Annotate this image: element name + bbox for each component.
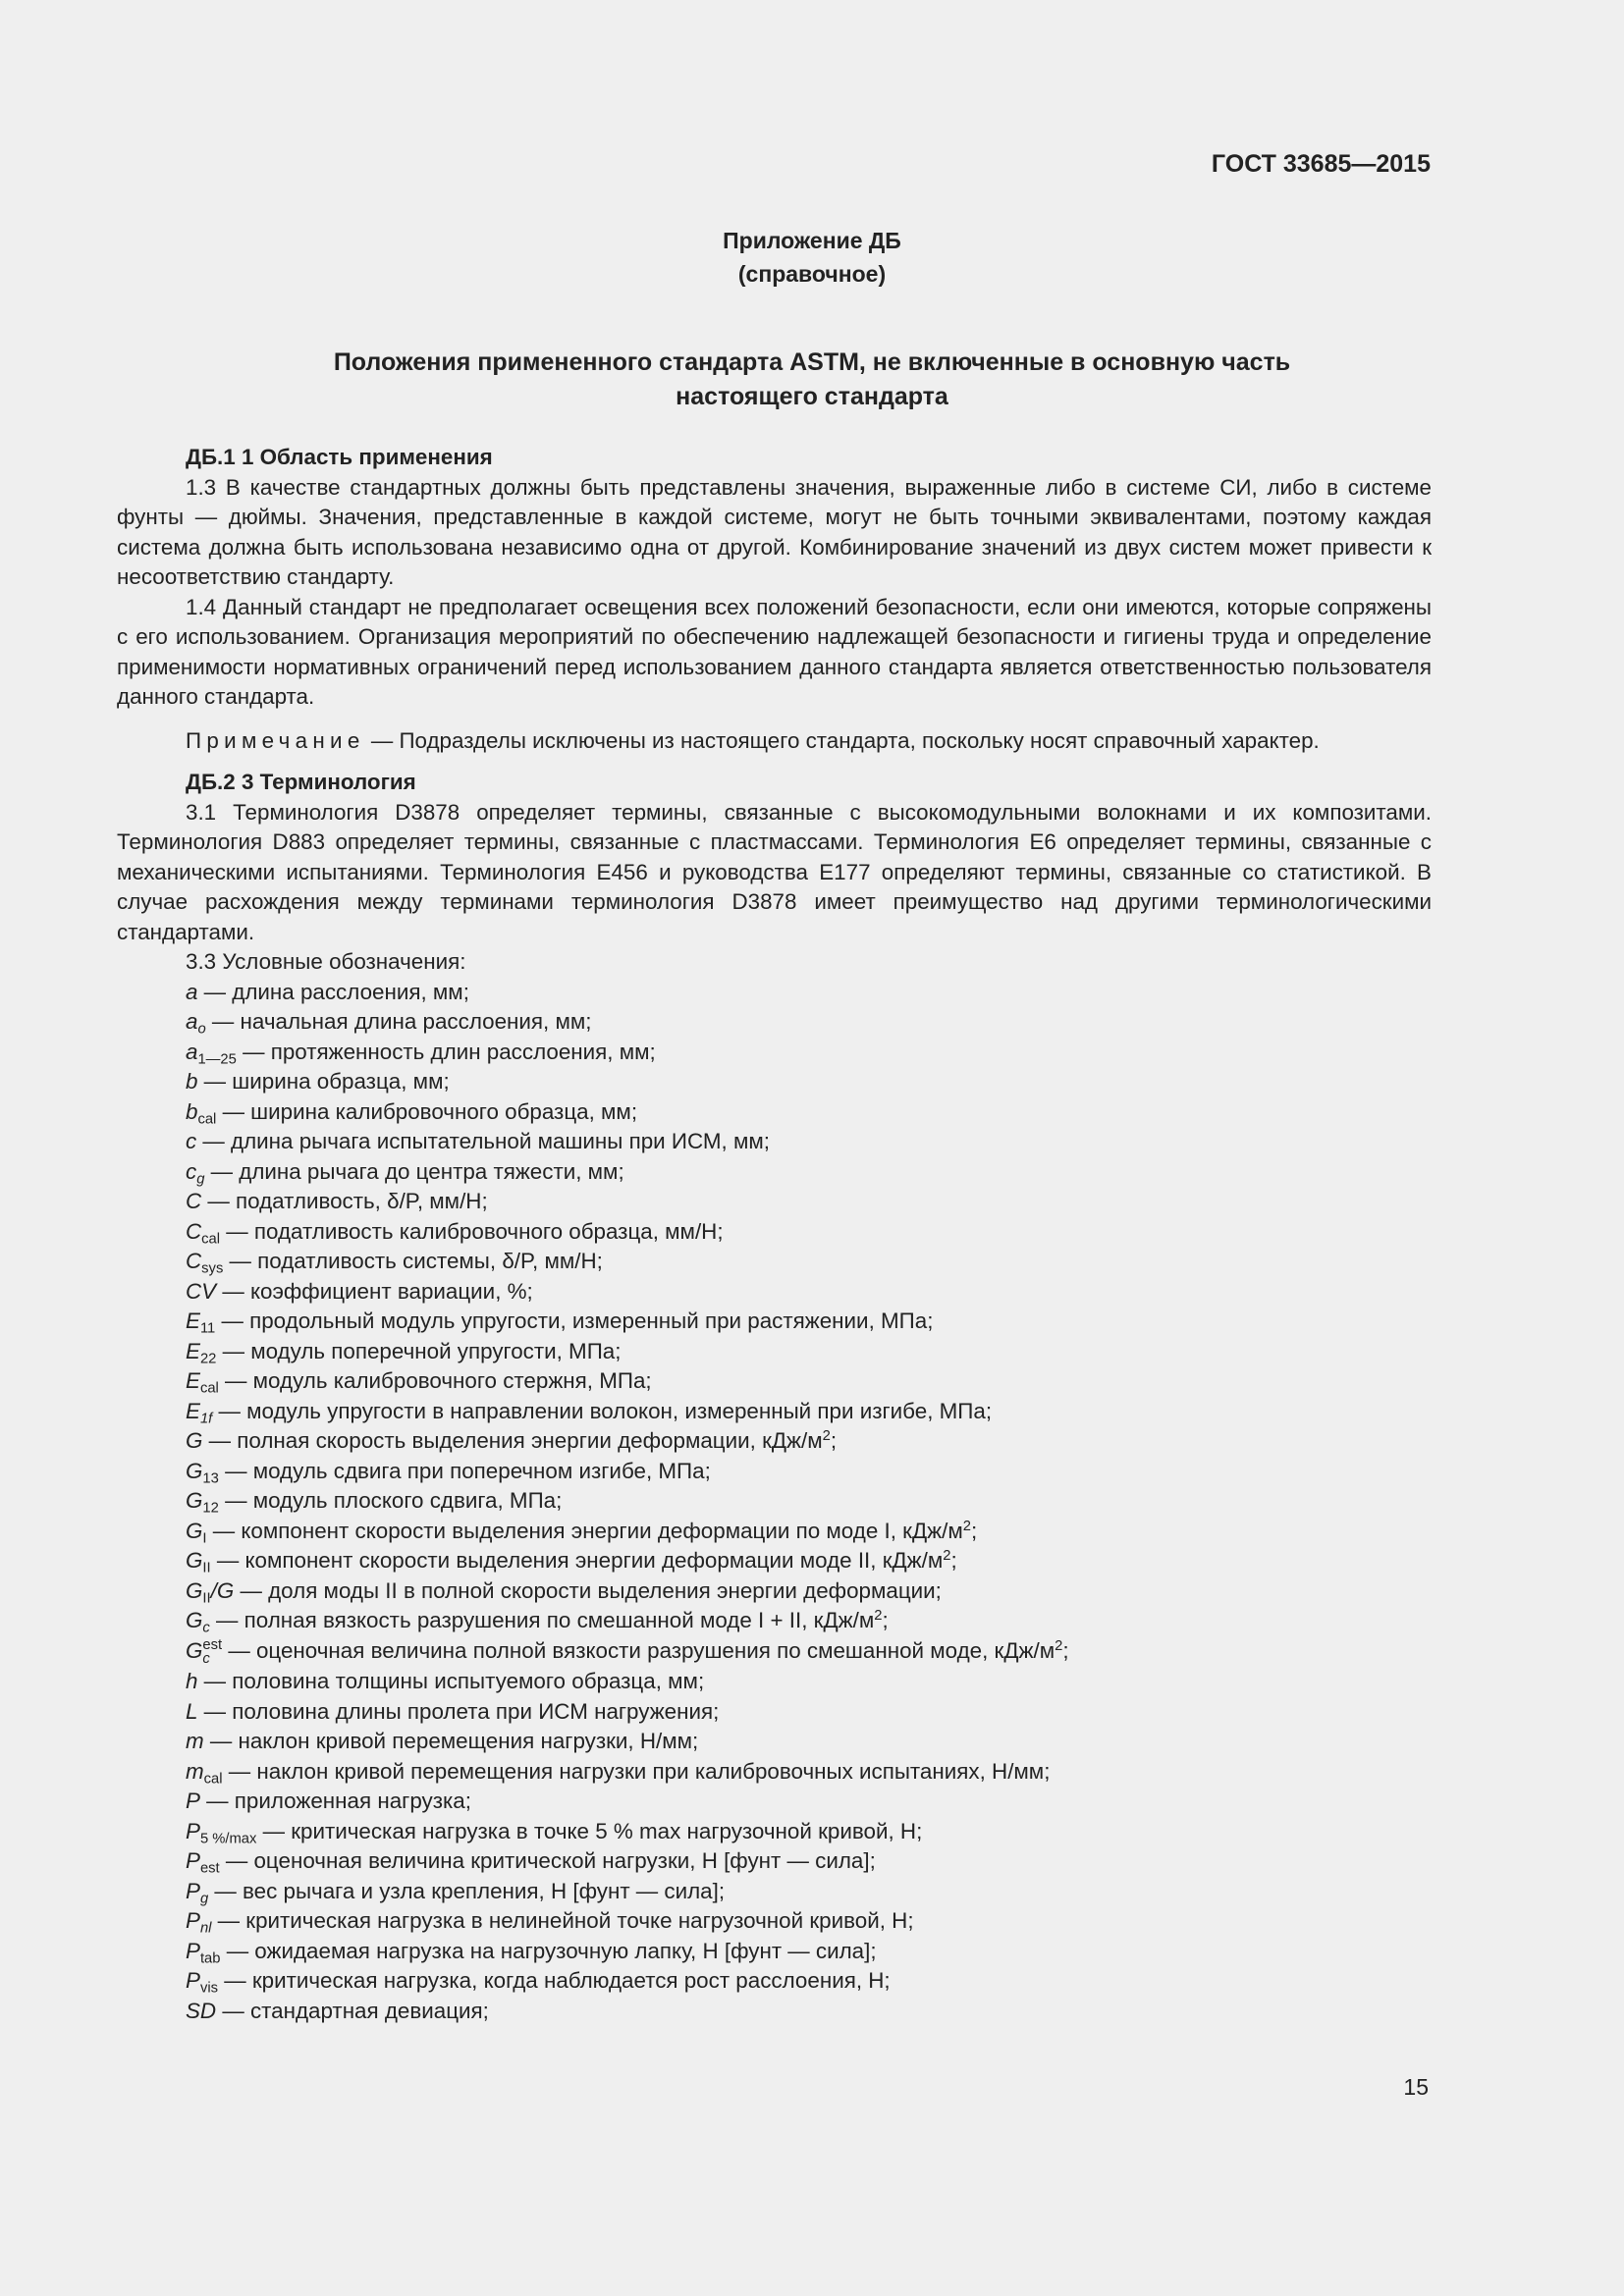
unit-superscript: 2	[1055, 1637, 1063, 1654]
symbol: a	[186, 1009, 198, 1034]
symbol: SD	[186, 1998, 217, 2023]
symbol-subscript: tab	[199, 1950, 221, 1967]
symbol-description-tail: ;	[970, 1518, 978, 1543]
symbol: h	[186, 1669, 198, 1694]
symbol: m	[186, 1729, 204, 1754]
symbol-description: — наклон кривой перемещения нагрузки при калибровочных испытаниях, Н/мм;	[222, 1758, 1051, 1784]
symbol-definition	[117, 1877, 1432, 1907]
note-label: Примечание	[186, 727, 365, 753]
symbol: E	[186, 1398, 200, 1423]
symbol-description: — критическая нагрузка в нелинейной точке нагрузочной кривой, Н;	[211, 1908, 914, 1934]
unit-superscript: 2	[874, 1607, 883, 1624]
document-body	[117, 443, 1432, 2026]
document-title-line-2: настоящего стандарта	[676, 383, 948, 410]
symbol-description: — длина рычага испытательной машины при ИСМ, мм;	[196, 1129, 771, 1153]
symbol-description: — наклон кривой перемещения нагрузки, Н/мм;	[203, 1729, 699, 1754]
paragraph-3-1: 3.1 Терминология D3878 определяет термины, связанные с высокомодульными волокнами и их композитами. Терминология D883 определяет термины, связанные с пластмассами. Терминология E6 определяет термины, связанные с механическими испытаниями. Терминология E456 и руководства E177 определяют термины, связанные со статистикой. В случае расхождения между терминами терминология D3878 имеет преимущество над другими терминологическими стандартами.	[117, 799, 1432, 944]
symbol-description-tail: ;	[882, 1608, 889, 1632]
symbol-description: — компонент скорости выделения энергии деформации моде II, кДж/м	[210, 1548, 944, 1573]
symbol-description: — длина расслоения, мм;	[197, 979, 469, 1004]
symbol-description: — модуль сдвига при поперечном изгибе, МПа;	[218, 1458, 711, 1483]
symbol-description: — податливость калибровочного образца, мм/Н;	[220, 1218, 724, 1244]
symbol: a	[186, 979, 198, 1004]
symbol-definition	[117, 1366, 1432, 1397]
symbol: G	[186, 1548, 203, 1573]
symbol-definition	[117, 1397, 1432, 1427]
symbol: P	[186, 1878, 200, 1903]
symbol: c	[186, 1129, 197, 1153]
symbol-description: — критическая нагрузка, когда наблюдается рост расслоения, Н;	[217, 1968, 891, 1994]
symbol-description: — компонент скорости выделения энергии деформации по моде I, кДж/м	[206, 1518, 963, 1543]
symbol: P	[186, 1818, 200, 1843]
symbol-definition	[117, 1517, 1432, 1547]
symbol-definition	[117, 1846, 1432, 1877]
symbol-subscript: I	[202, 1529, 207, 1546]
symbol-definition	[117, 1217, 1432, 1248]
symbol-definition	[117, 1187, 1432, 1217]
symbol-subscript: II	[202, 1589, 211, 1606]
symbol-description: — начальная длина расслоения, мм;	[205, 1009, 592, 1034]
symbol-definition	[117, 1127, 1432, 1157]
unit-superscript: 2	[962, 1518, 971, 1534]
symbol-description: — половина толщины испытуемого образца, мм;	[197, 1669, 705, 1694]
symbol-description: — податливость системы, δ/P, мм/Н;	[223, 1249, 603, 1273]
symbol: P	[186, 1848, 200, 1874]
symbol-definition	[117, 1606, 1432, 1636]
symbol: L	[186, 1698, 198, 1724]
symbol-description: — доля моды II в полной скорости выделения энергии деформации;	[234, 1577, 942, 1603]
symbol-definition	[117, 1546, 1432, 1576]
annex-title: Приложение ДБ	[723, 228, 901, 253]
symbol-description: — приложенная нагрузка;	[199, 1789, 471, 1814]
symbol-definition	[117, 1426, 1432, 1457]
symbol: P	[186, 1968, 200, 1994]
symbol-subscript: cal	[199, 1380, 219, 1397]
symbol-definition	[117, 1576, 1432, 1607]
symbol-definition	[117, 978, 1432, 1008]
symbol-subscript: g	[196, 1170, 205, 1187]
document-title	[0, 346, 1624, 414]
symbol-definition	[117, 1007, 1432, 1038]
symbol-subscript: est	[199, 1860, 220, 1877]
symbol-description: — ширина образца, мм;	[197, 1069, 450, 1094]
symbol-definition	[117, 1157, 1432, 1188]
symbol: E	[186, 1308, 200, 1333]
symbol: G	[186, 1428, 203, 1453]
symbol: E	[186, 1368, 200, 1393]
symbol-definition	[117, 1457, 1432, 1487]
symbol-definition	[117, 1636, 1432, 1668]
symbol-description: — податливость, δ/P, мм/Н;	[201, 1189, 488, 1213]
note	[117, 726, 1432, 757]
symbol-subscript: 1—25	[197, 1050, 237, 1067]
symbol-superscript: est	[202, 1636, 223, 1653]
symbol-subscript: sys	[201, 1260, 224, 1277]
symbol-description-tail: ;	[830, 1428, 838, 1453]
symbol: a	[186, 1039, 198, 1064]
symbol-definition	[117, 1727, 1432, 1757]
symbol-description: — стандартная девиация;	[216, 1998, 489, 2023]
symbol-description: — ширина калибровочного образца, мм;	[216, 1098, 638, 1124]
symbol: b	[186, 1069, 198, 1094]
symbol-definition	[117, 1337, 1432, 1367]
symbol-subscript: nl	[199, 1920, 212, 1937]
symbol-definition	[117, 1307, 1432, 1337]
symbol-definition	[117, 1247, 1432, 1277]
symbol: P	[186, 1908, 200, 1934]
symbol: G	[186, 1637, 203, 1663]
symbol-description: — половина длины пролета при ИСМ нагружения;	[197, 1698, 720, 1724]
symbol-definition	[117, 1817, 1432, 1847]
symbol-description: — полная скорость выделения энергии деформации, кДж/м	[202, 1428, 823, 1453]
symbol-description: — ожидаемая нагрузка на нагрузочную лапку, Н [фунт — сила];	[220, 1938, 877, 1963]
symbol-subscript: cal	[201, 1230, 221, 1247]
note-text: — Подразделы исключены из настоящего стандарта, поскольку носят справочный характер.	[364, 727, 1320, 753]
symbol-definition	[117, 1038, 1432, 1068]
symbol-definition	[117, 1486, 1432, 1517]
symbol-subscript: cal	[203, 1771, 223, 1788]
symbol-description: — длина рычага до центра тяжести, мм;	[204, 1158, 624, 1184]
symbol-definition	[117, 1067, 1432, 1097]
symbol: G	[186, 1458, 203, 1483]
symbol: E	[186, 1338, 200, 1363]
standard-code: ГОСТ 33685—2015	[1211, 150, 1431, 178]
symbol-definition	[117, 1097, 1432, 1128]
symbol-description: — оценочная величина критической нагрузки, Н [фунт — сила];	[219, 1848, 876, 1874]
symbol-subscript: g	[199, 1891, 209, 1907]
page-number: 15	[1403, 2074, 1429, 2100]
unit-superscript: 2	[822, 1427, 831, 1444]
symbol-subscript: o	[197, 1021, 206, 1038]
symbol-definition	[117, 1966, 1432, 1997]
symbol-definition	[117, 1667, 1432, 1697]
symbol-description: — модуль поперечной упругости, МПа;	[216, 1338, 622, 1363]
symbol-definition	[117, 1997, 1432, 2027]
symbol-suffix: /G	[210, 1577, 235, 1603]
symbol-definition	[117, 1277, 1432, 1308]
symbol-description: — критическая нагрузка в точке 5 % max нагрузочной кривой, Н;	[256, 1818, 923, 1843]
symbol-description-tail: ;	[1062, 1637, 1069, 1663]
symbol-subscript: II	[202, 1560, 211, 1576]
symbol: C	[186, 1189, 202, 1213]
symbol-description: — протяженность длин расслоения, мм;	[236, 1039, 656, 1064]
annex-heading	[0, 224, 1624, 291]
paragraph-1-4: 1.4 Данный стандарт не предполагает освещения всех положений безопасности, если они имеются, которые сопряжены с его использованием. Организация мероприятий по обеспечению надлежащей безопасности и гигиены труда и определение применимости нормативных ограничений перед использованием данного стандарта является ответственностью пользователя данного стандарта.	[117, 594, 1432, 709]
section-1-heading: ДБ.1 1 Область применения	[186, 445, 493, 469]
symbol: c	[186, 1158, 197, 1184]
symbol-subscript: cal	[197, 1110, 217, 1127]
symbol-subscript: 12	[202, 1500, 219, 1517]
symbol: G	[186, 1488, 203, 1513]
symbol-description: — модуль калибровочного стержня, МПа;	[218, 1368, 652, 1393]
symbol-subscript: c	[202, 1651, 210, 1668]
unit-superscript: 2	[943, 1547, 951, 1564]
symbol: CV	[186, 1278, 217, 1304]
symbol: G	[186, 1518, 203, 1543]
symbol-subscript: 11	[199, 1320, 216, 1337]
symbol-subscript: 13	[202, 1469, 219, 1486]
symbol-description: — модуль упругости в направлении волокон, измеренный при изгибе, МПа;	[212, 1398, 993, 1423]
symbol-definition	[117, 1787, 1432, 1817]
symbols-list	[117, 978, 1432, 2027]
symbol: C	[186, 1249, 202, 1273]
symbol-subscript: c	[202, 1620, 210, 1636]
symbol-definition	[117, 1906, 1432, 1937]
annex-type: (справочное)	[737, 261, 887, 287]
symbol-subscript: 1f	[199, 1410, 213, 1426]
symbol: P	[186, 1789, 200, 1814]
paragraph-1-3: 1.3 В качестве стандартных должны быть представлены значения, выраженные либо в системе СИ, либо в системе фунты — дюймы. Значения, представленные в каждой системе, могут не быть точными эквивалентами, поэтому каждая система должна быть использована независимо одна от другой. Комбинирование значений из двух систем может привести к несоответствию стандарту.	[117, 474, 1432, 589]
symbol-description: — коэффициент вариации, %;	[216, 1278, 533, 1304]
symbols-intro: 3.3 Условные обозначения:	[186, 949, 466, 974]
symbol-description: — продольный модуль упругости, измеренный при растяжении, МПа;	[215, 1308, 934, 1333]
symbol-definition	[117, 1937, 1432, 1967]
section-2-heading: ДБ.2 3 Терминология	[186, 770, 416, 794]
symbol-description-tail: ;	[950, 1548, 957, 1573]
symbol: G	[186, 1577, 203, 1603]
symbol-subscript: 22	[199, 1350, 217, 1366]
symbol-subscript: 5 %/max	[199, 1831, 257, 1847]
symbol-description: — оценочная величина полной вязкости разрушения по смешанной моде, кДж/м	[222, 1637, 1056, 1663]
symbol-description: — модуль плоского сдвига, МПа;	[218, 1488, 563, 1513]
symbol-definition	[117, 1697, 1432, 1728]
symbol: b	[186, 1098, 198, 1124]
symbol-definition	[117, 1757, 1432, 1788]
symbol: m	[186, 1758, 204, 1784]
symbol: G	[186, 1608, 203, 1632]
symbol-description: — вес рычага и узла крепления, Н [фунт — сила];	[208, 1878, 726, 1903]
symbol-subscript: vis	[199, 1980, 218, 1997]
symbol-super-subscript	[202, 1638, 222, 1668]
symbol: P	[186, 1938, 200, 1963]
symbol: C	[186, 1218, 202, 1244]
document-title-line-1: Положения примененного стандарта ASTM, не включенные в основную часть	[333, 348, 1291, 376]
symbol-description: — полная вязкость разрушения по смешанной моде I + II, кДж/м	[209, 1608, 875, 1632]
